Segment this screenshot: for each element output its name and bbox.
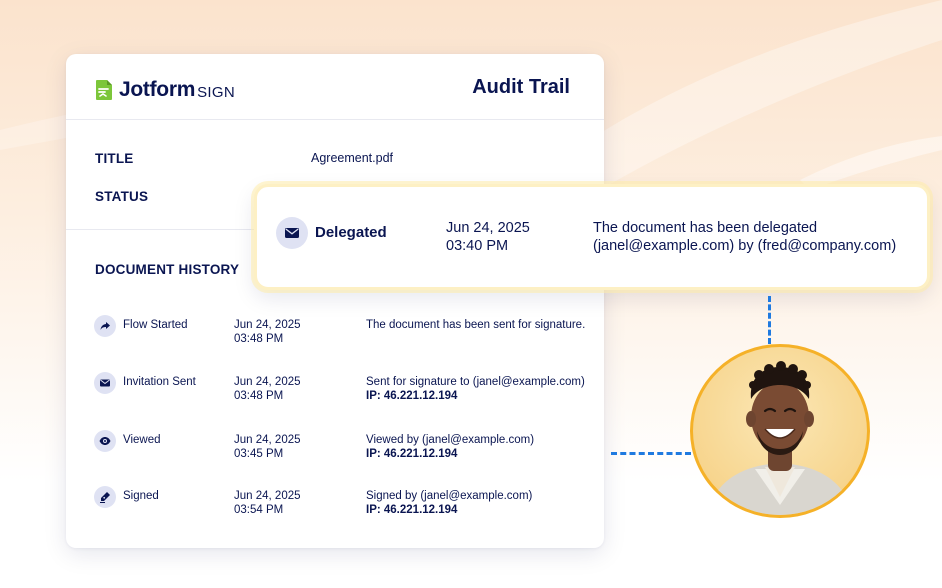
history-title: DOCUMENT HISTORY: [95, 262, 240, 277]
eye-icon: [94, 430, 116, 452]
delegated-desc-line1: The document has been delegated: [593, 220, 818, 236]
title-value: Agreement.pdf: [311, 151, 393, 165]
history-event-invitation-sent: [94, 372, 604, 412]
logo-suffix: SIGN: [197, 84, 235, 101]
event-time: 03:45 PM: [234, 448, 284, 460]
event-time: 03:54 PM: [234, 504, 284, 516]
envelope-icon: [94, 372, 116, 394]
history-event-flow-started: [94, 315, 604, 355]
jotform-logo-icon: [94, 79, 114, 101]
history-event-viewed: [94, 430, 604, 470]
event-date: Jun 24, 2025: [234, 319, 301, 331]
card-header: [66, 54, 604, 120]
delegated-event-name: Delegated: [315, 224, 387, 241]
event-datetime: [234, 489, 301, 517]
connector-line-vertical: [768, 296, 771, 344]
event-desc-text: Viewed by (janel@example.com): [366, 434, 535, 446]
status-label: STATUS: [95, 189, 149, 204]
share-arrow-icon: [94, 315, 116, 337]
person-portrait: [693, 347, 867, 515]
delegated-event-time: 03:40 PM: [446, 237, 509, 254]
delegated-event-card: [254, 184, 930, 290]
event-datetime: [234, 318, 301, 346]
delegated-desc-line2: (janel@example.com) by (fred@company.com): [593, 237, 897, 254]
event-ip: IP: 46.221.12.194: [366, 390, 458, 402]
event-description: [366, 489, 532, 517]
event-date: Jun 24, 2025: [234, 490, 301, 502]
event-desc-text: Signed by (janel@example.com): [366, 490, 533, 502]
event-desc-text: Sent for signature to (janel@example.com): [366, 376, 585, 388]
pen-icon: [94, 486, 116, 508]
card-title: Audit Trail: [472, 76, 570, 98]
event-date: Jun 24, 2025: [234, 376, 301, 388]
delegated-event-date: Jun 24, 2025: [446, 220, 530, 236]
event-name: Invitation Sent: [123, 376, 196, 388]
history-event-signed: [94, 486, 604, 526]
event-name: Signed: [123, 490, 159, 502]
event-description: [366, 318, 585, 332]
event-name: Flow Started: [123, 319, 188, 331]
event-datetime: [234, 375, 301, 403]
envelope-icon: [276, 217, 308, 249]
event-description: [366, 375, 585, 403]
event-ip: IP: 46.221.12.194: [366, 504, 458, 516]
event-description: [366, 433, 534, 461]
logo-wordmark: Jotform: [119, 78, 196, 101]
event-time: 03:48 PM: [234, 333, 284, 345]
event-datetime: [234, 433, 301, 461]
event-name: Viewed: [123, 434, 161, 446]
event-time: 03:48 PM: [234, 390, 284, 402]
delegated-event-description: [593, 220, 896, 255]
user-avatar: [690, 344, 870, 518]
audit-trail-card: [66, 54, 604, 548]
event-desc-text: The document has been sent for signature.: [366, 319, 586, 331]
event-date: Jun 24, 2025: [234, 434, 301, 446]
event-ip: IP: 46.221.12.194: [366, 448, 458, 460]
title-label: TITLE: [95, 151, 134, 166]
connector-line-horizontal: [611, 452, 691, 455]
jotform-sign-logo: [94, 78, 235, 102]
delegated-event-datetime: [446, 220, 530, 255]
